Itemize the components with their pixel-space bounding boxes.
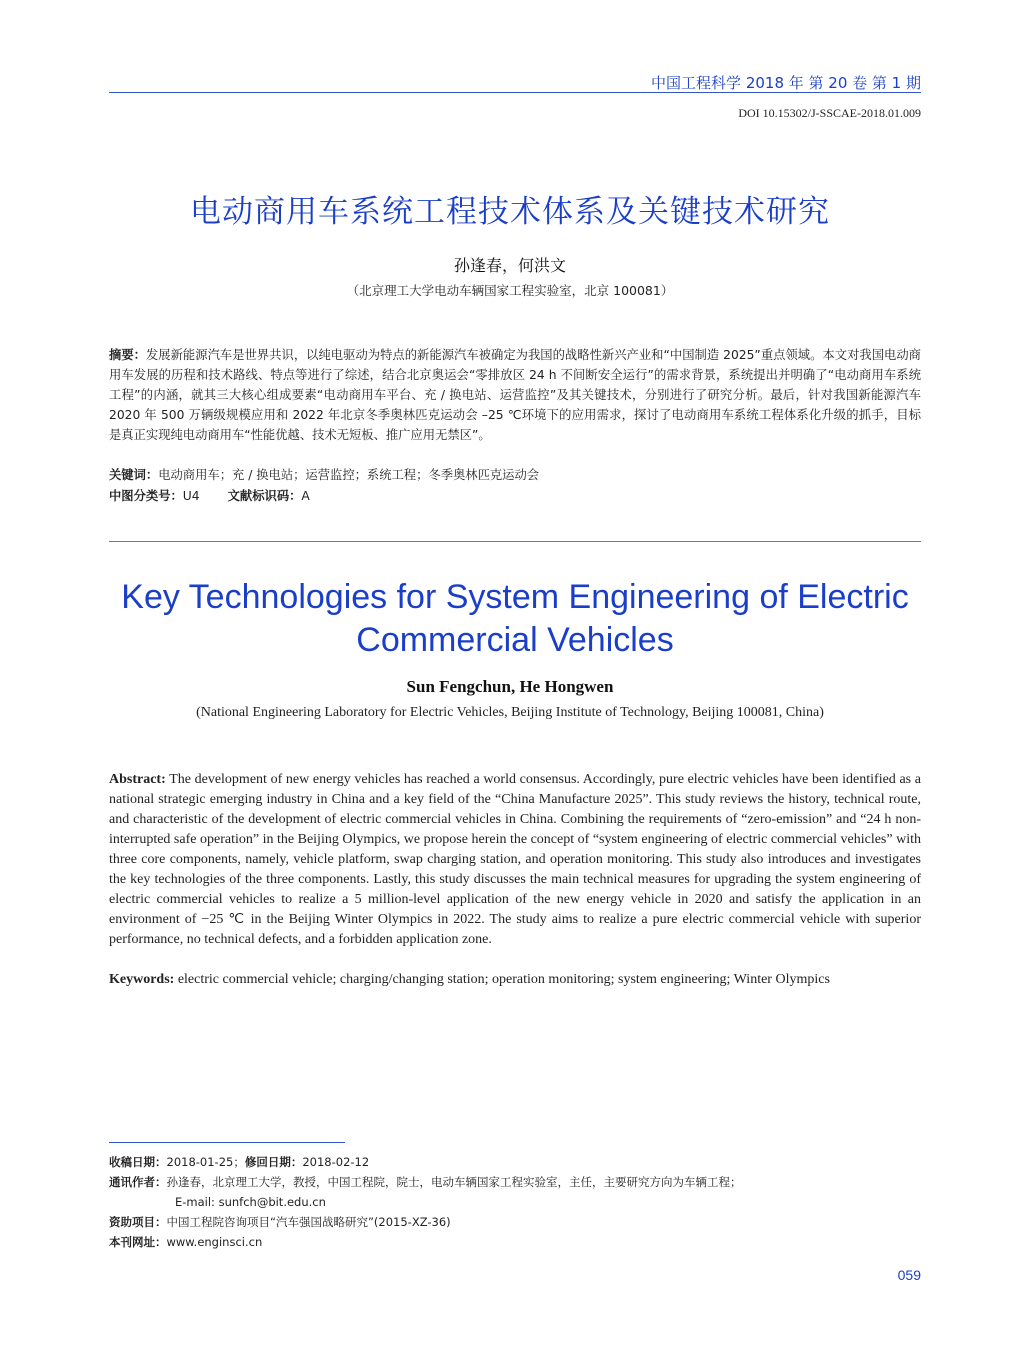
header-divider (109, 92, 921, 93)
footnote-divider (109, 1142, 345, 1143)
en-affiliation: (National Engineering Laboratory for Electric Vehicles, Beijing Institute of Technology, Beijing 100081, China) (196, 705, 824, 720)
cn-keywords-label: 关键词： (109, 468, 159, 482)
footnote-corresponding (109, 1172, 921, 1192)
page-number: 059 (897, 1267, 921, 1283)
en-abstract-text: The development of new energy vehicles has reached a world consensus. Accordingly, pure electric vehicles have been identified as a national strategic emerging industry in China and a key field of the “China Manufacture 2025”. This study reviews the history, technical route, and characteristic of the development of electric commercial vehicles in China. Combining the requirements of “zero-emission” and “24 h non-interrupted safe operation” in the Beijing Olympics, we propose herein the concept of “system engineering of electric commercial vehicles” with three core components, namely, vehicle platform, swap charging station, and operation monitoring. This study also introduces and investigates the key technologies of the three components. Lastly, this study discusses the main technical measures for upgrading the system engineering of electric commercial vehicles to realize a 5 million-level application of the new energy vehicle in 2020 and satisfy the application in an environment of −25 ℃ in the Beijing Winter Olympics in 2022. The study aims to realize a pure electric commercial vehicle with superior performance, no technical defects, and a forbidden application zone. (109, 772, 921, 947)
journal-header: 中国工程科学 2018 年 第 20 卷 第 1 期 (651, 74, 921, 92)
cn-class-value: U4 (182, 489, 200, 503)
cn-title: 电动商用车系统工程技术体系及关键技术研究 (190, 194, 830, 230)
en-title: Key Technologies for System Engineering of Electric Commercial Vehicles (121, 578, 909, 659)
cn-abstract-text: 发展新能源汽车是世界共识，以纯电驱动为特点的新能源汽车被确定为我国的战略性新兴产业和“中国制造 2025”重点领域。本文对我国电动商用车发展的历程和技术路线、特点等进行了综述，结合北京奥运会“零排放区 24 h 不间断安全运行”的需求背景，系统提出并明确了“电动商用车系统工程”的内涵，就其三大核心组成要素“电动商用车平台、充 / 换电站、运营监控”及其关键技术，分别进行了研究分析。最后，针对我国新能源汽车 2020 年 500 万辆级规模应用和 2022 年北京冬季奥林匹克运动会 –25 ℃环境下的应用需求，探讨了电动商用车系统工程体系化升级的抓手，目标是真正实现纯电动商用车“性能优越、技术无短板、推广应用无禁区”。 (109, 348, 921, 442)
footnotes (109, 1152, 921, 1252)
cn-keywords-text: 电动商用车；充 / 换电站；运营监控；系统工程；冬季奥林匹克运动会 (158, 468, 540, 482)
website-label: 本刊网址： (109, 1235, 167, 1249)
revised-value: 2018-02-12 (302, 1155, 370, 1169)
cn-abstract-label: 摘要： (109, 348, 146, 362)
funding-value: 中国工程院咨询项目“汽车强国战略研究”(2015-XZ-36) (166, 1215, 451, 1229)
en-abstract-label: Abstract: (109, 772, 166, 787)
corresp-label: 通讯作者： (109, 1175, 167, 1189)
cn-abstract (109, 345, 921, 445)
en-keywords-label: Keywords: (109, 972, 175, 987)
cn-doc-label: 文献标识码： (227, 489, 302, 503)
section-divider (109, 541, 921, 542)
corresp-value: 孙逢春，北京理工大学，教授，中国工程院，院士，电动车辆国家工程实验室，主任，主要研究方向为车辆工程； (166, 1175, 742, 1189)
cn-affiliation: （北京理工大学电动车辆国家工程实验室，北京 100081） (346, 283, 674, 298)
en-abstract (109, 770, 921, 950)
footnote-email (109, 1192, 921, 1212)
website-link[interactable]: www.enginsci.cn (166, 1235, 263, 1249)
received-value: 2018-01-25； (166, 1155, 245, 1169)
cn-doc-value: A (301, 489, 310, 503)
en-keywords (109, 970, 921, 990)
email-link[interactable]: E-mail: sunfch@bit.edu.cn (175, 1195, 326, 1209)
cn-class-label: 中图分类号： (109, 489, 183, 503)
cn-keywords (109, 465, 921, 483)
revised-label: 修回日期： (244, 1155, 303, 1169)
footnote-funding (109, 1212, 921, 1232)
received-label: 收稿日期： (109, 1155, 167, 1169)
cn-authors: 孙逢春，何洪文 (453, 256, 566, 275)
footnote-dates (109, 1152, 921, 1172)
en-keywords-text: electric commercial vehicle; charging/changing station; operation monitoring; system engineering; Winter Olympics (177, 972, 830, 987)
funding-label: 资助项目： (109, 1215, 167, 1229)
cn-classification (109, 486, 310, 504)
en-authors: Sun Fengchun, He Hongwen (406, 677, 614, 696)
footnote-website (109, 1232, 921, 1252)
doi[interactable]: DOI 10.15302/J-SSCAE-2018.01.009 (738, 106, 921, 120)
